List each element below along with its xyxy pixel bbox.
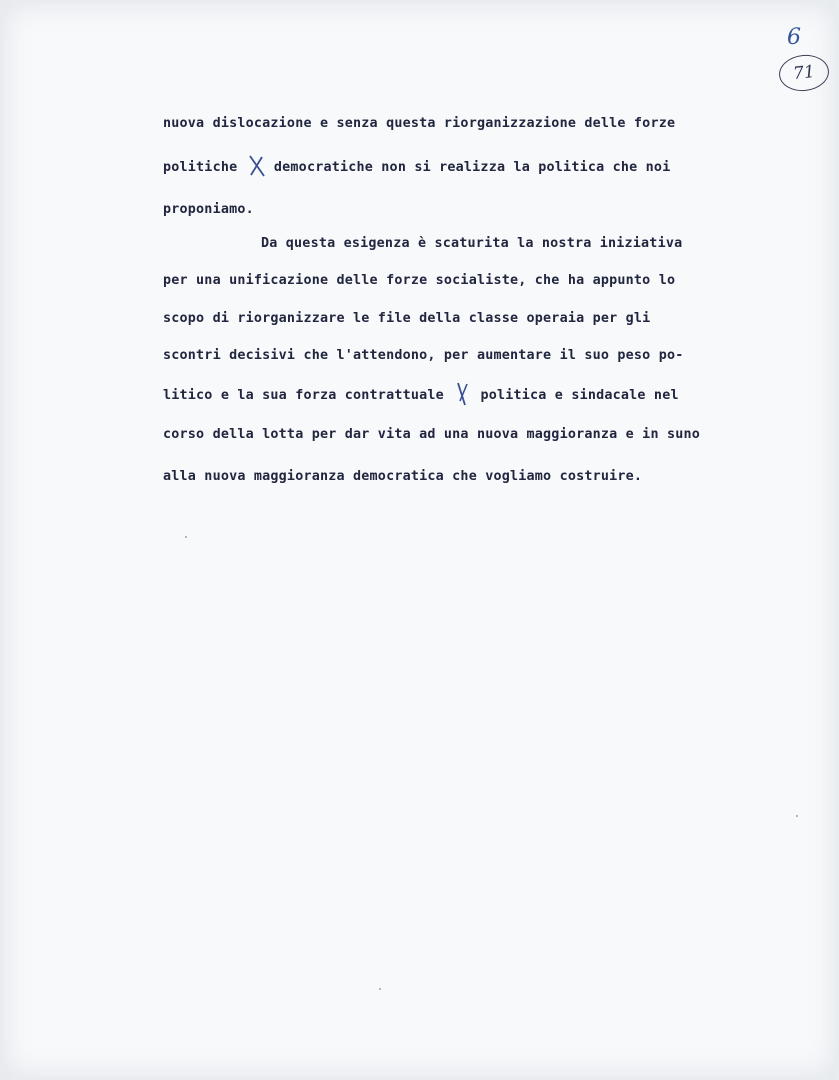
text-line-1: nuova dislocazione e senza questa riorganizzazione delle forze — [163, 116, 676, 131]
handwritten-page-number: 6 — [787, 25, 801, 50]
text-line-10: alla nuova maggioranza democratica che vogliamo costruire. — [163, 469, 643, 484]
handwritten-strikeout-mark — [453, 387, 471, 403]
text-line-8-part-b: politica e sindacale nel — [480, 388, 679, 403]
handwritten-strikeout-mark — [247, 159, 265, 175]
circled-archive-number — [777, 52, 830, 93]
text-line-7: scontri decisivi che l'attendono, per aumentare il suo peso po- — [163, 348, 684, 363]
text-line-3: proponiamo. — [163, 202, 254, 217]
text-line-9: corso della lotta per dar vita ad una nuova maggioranza e in suno — [163, 427, 701, 442]
text-line-5: per una unificazione delle forze socialiste, che ha appunto lo — [163, 273, 676, 288]
text-line-2-part-b: democratiche non si realizza la politica che noi — [273, 160, 671, 175]
document-page — [3, 3, 836, 1077]
text-line-6: scopo di riorganizzare le file della classe operaia per gli — [163, 311, 651, 326]
text-line-2 — [163, 159, 670, 176]
text-line-2-part-a: politiche — [163, 160, 238, 175]
paper-speck — [796, 815, 798, 817]
text-line-4: Da questa esigenza è scaturita la nostra iniziativa — [261, 236, 683, 251]
text-line-8-part-a: litico e la sua forza contrattuale — [163, 388, 444, 403]
paper-speck — [379, 988, 381, 990]
archive-number-text: 71 — [792, 61, 816, 85]
text-line-8 — [163, 387, 679, 404]
paper-speck — [185, 536, 187, 538]
